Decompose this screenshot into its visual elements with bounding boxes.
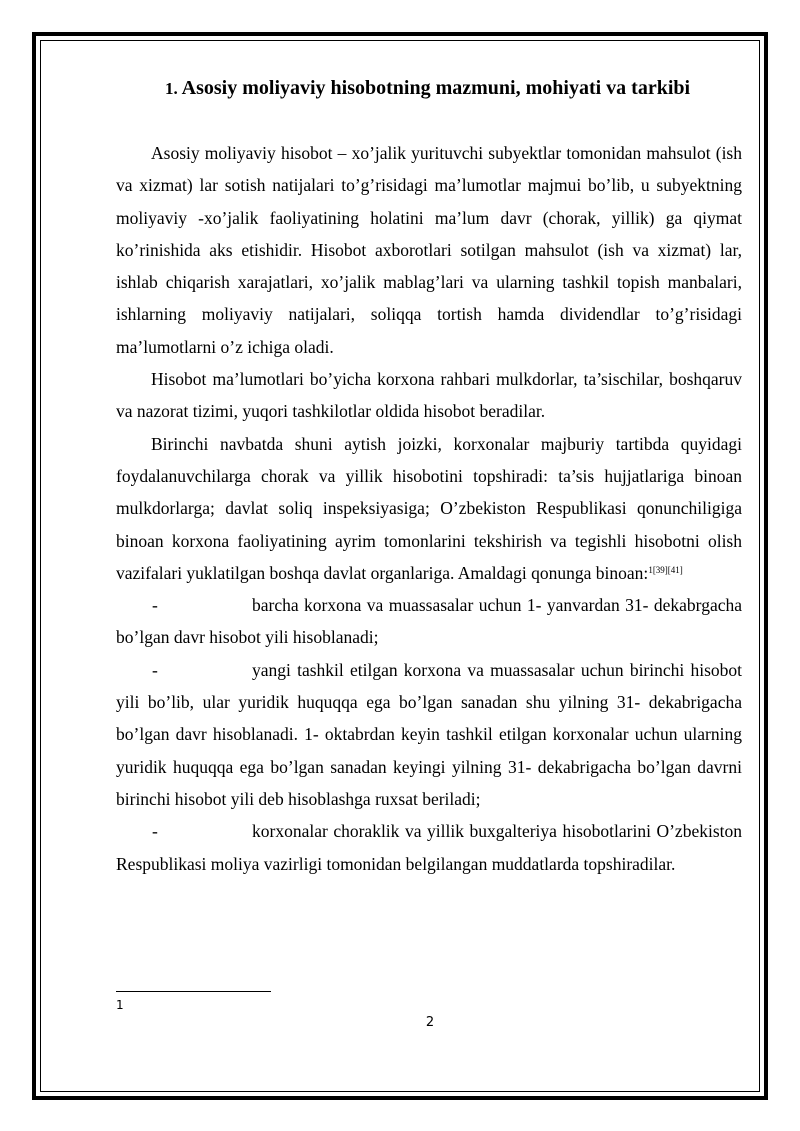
section-title-text: Asosiy moliyaviy hisobotning mazmuni, mohiyati va tarkibi: [181, 77, 691, 99]
paragraph: Hisobot ma’lumotlari bo’yicha korxona rahbari mulkdorlar, ta’sischilar, boshqaruv va nazorat tizimi, yuqori tashkilotlar oldida hisobot beradilar.: [116, 369, 742, 422]
list-dash: -: [152, 659, 158, 680]
paragraph-text: Birinchi navbatda shuni aytish joizki, korxonalar majburiy tartibda quyidagi foydalanuvchilarga chorak va yillik hisobotini topshiradi: ta’sis hujjatlariga binoan mulkdorlarga; davlat soliq inspeksiyasiga; O’zbekiston Respublikasi qonunchiligiga binoan korxona faoliyatining ayrim tomonlarini tekshirish va tegishli hisobotni olish vazifalari yuklatilgan boshqa davlat organlariga. Amaldagi qonunga binoan:: [116, 433, 742, 583]
list-item: [116, 815, 742, 880]
list-item: [116, 589, 742, 654]
list-item-text: barcha korxona va muassasalar uchun 1- yanvardan 31- dekabrgacha bo’lgan davr hisobot yili hisoblanadi;: [116, 595, 742, 648]
section-title: [165, 72, 742, 105]
list-dash: -: [152, 821, 158, 842]
footnote-separator: [116, 991, 271, 992]
paragraph: Asosiy moliyaviy hisobot – xo’jalik yurituvchi subyektlar tomonidan mahsulot (ish va xizmat) lar sotish natijalari to’g’risidagi ma’lumotlar majmui bo’lib, u subyektning moliyaviy -xo’jalik faoliyatining holatini ma’lum davr (chorak, yillik) ga qiymat ko’rinishida aks etishidir. Hisobot axborotlari sotilgan mahsulot (ish va xizmat) lar, ishlab chiqarish xarajatlari, xo’jalik mablag’lari va ularning tashkil topish manbalari, ishlarning moliyaviy natijalari, soliqqa tortish hamda dividendlar to’g’risidagi ma’lumotlarni o’z ichiga oladi.: [116, 143, 742, 357]
section-number: 1.: [165, 79, 178, 98]
list-dash: -: [152, 595, 158, 616]
document-body: [116, 72, 742, 880]
list-item: [116, 654, 742, 815]
footnote-reference[interactable]: 1[39][41]: [648, 564, 683, 575]
page-number: 2: [425, 1015, 435, 1030]
list-item-text: yangi tashkil etilgan korxona va muassasalar uchun birinchi hisobot yili bo’lib, ular yuridik huquqqa ega bo’lgan sanadan shu yilning 31- dekabrigacha bo’lgan davr hisoblanadi. 1- oktabrdan keyin tashkil etilgan korxonalar uchun ularning yuridik huquqqa ega bo’lgan sanadan keyingi yilning 31- dekabrigacha bo’lgan davrni birinchi hisobot yili deb hisoblashga ruxsat beriladi;: [116, 659, 742, 809]
list-item-text: korxonalar choraklik va yillik buxgalteriya hisobotlarini O’zbekiston Respublikasi moliya vazirligi tomonidan belgilangan muddatlarda topshiradilar.: [116, 821, 742, 874]
paragraph: [116, 428, 742, 589]
footnote-number: 1: [116, 998, 124, 1012]
